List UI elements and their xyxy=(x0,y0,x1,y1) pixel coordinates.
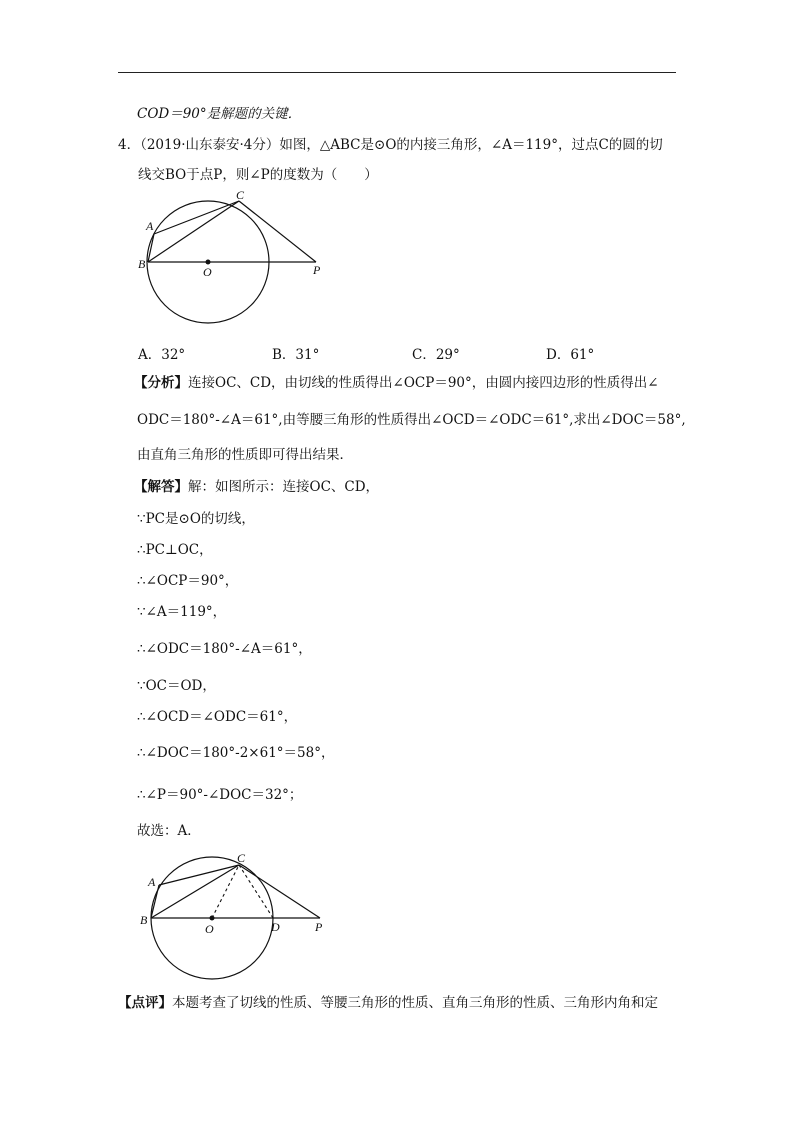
label-o: O xyxy=(203,265,212,279)
label-a: A xyxy=(148,875,156,889)
label-p: P xyxy=(315,920,323,934)
question-source: （2019·山东泰安·4分） xyxy=(140,137,280,153)
label-c: C xyxy=(237,851,246,865)
label-b: B xyxy=(138,257,146,271)
header-rule xyxy=(118,72,676,73)
segment-ac xyxy=(159,865,239,885)
figure-2 xyxy=(130,848,340,990)
solution-step: ∵∠A＝119°， xyxy=(137,604,227,620)
solution-step: ∵OC＝OD， xyxy=(137,678,216,694)
solution-step: ∴∠OCD＝∠ODC＝61°， xyxy=(137,709,298,725)
analysis-line-3: 由直角三角形的性质即可得出结果． xyxy=(137,447,353,463)
solution-step: ∴PC⊥OC， xyxy=(137,542,213,558)
center-point xyxy=(206,260,211,265)
continuation-text: COD＝90°是解题的关键． xyxy=(137,106,302,122)
segment-bc xyxy=(151,865,239,918)
label-a: A xyxy=(146,219,154,233)
label-p: P xyxy=(313,263,321,277)
solution-step: ∴∠DOC＝180°-2×61°＝58°， xyxy=(137,745,335,761)
segment-cp xyxy=(239,865,320,918)
comment-line: 【点评】本题考查了切线的性质、等腰三角形的性质、直角三角形的性质、三角形内角和定 xyxy=(118,995,658,1011)
solution-step: ∴∠ODC＝180°-∠A＝61°， xyxy=(137,641,312,657)
option-a: A．32° xyxy=(138,347,186,363)
question-number: 4． xyxy=(118,137,141,153)
segment-ab xyxy=(151,885,159,918)
option-d: D．61° xyxy=(546,347,595,363)
solution-step: ∴∠P＝90°-∠DOC＝32°； xyxy=(137,787,303,803)
label-o: O xyxy=(205,922,214,936)
analysis-tag: 【分析】 xyxy=(134,375,188,391)
question-stem-line-1 xyxy=(118,136,663,154)
question-stem-1: 如图，△ABC是⊙O的内接三角形，∠A＝119°，过点C的圆的切 xyxy=(279,137,663,153)
option-b: B．31° xyxy=(272,347,320,363)
label-b: B xyxy=(140,913,148,927)
solution-tag: 【解答】 xyxy=(134,479,188,495)
solution-step: ∵PC是⊙O的切线， xyxy=(137,511,255,527)
label-d: D xyxy=(271,920,280,934)
label-c: C xyxy=(236,190,245,202)
question-stem-line-2: 线交BO于点P，则∠P的度数为（ ） xyxy=(138,167,378,183)
center-point xyxy=(210,916,215,921)
figure-1 xyxy=(130,190,340,332)
analysis-line-1: 【分析】连接OC、CD，由切线的性质得出∠OCP＝90°，由圆内接四边形的性质得出∠ xyxy=(134,375,659,391)
analysis-line-2: ODC＝180°-∠A＝61°,由等腰三角形的性质得出∠OCD＝∠ODC＝61°,求出∠DOC＝58°, xyxy=(137,412,686,428)
solution-intro: 【解答】解：如图所示：连接OC、CD， xyxy=(134,479,380,495)
comment-tag: 【点评】 xyxy=(118,995,172,1011)
segment-cd-dashed xyxy=(239,865,273,918)
option-c: C．29° xyxy=(412,347,460,363)
solution-choice: 故选：A． xyxy=(137,823,201,839)
solution-step: ∴∠OCP＝90°， xyxy=(137,573,239,589)
segment-cp xyxy=(239,201,316,262)
